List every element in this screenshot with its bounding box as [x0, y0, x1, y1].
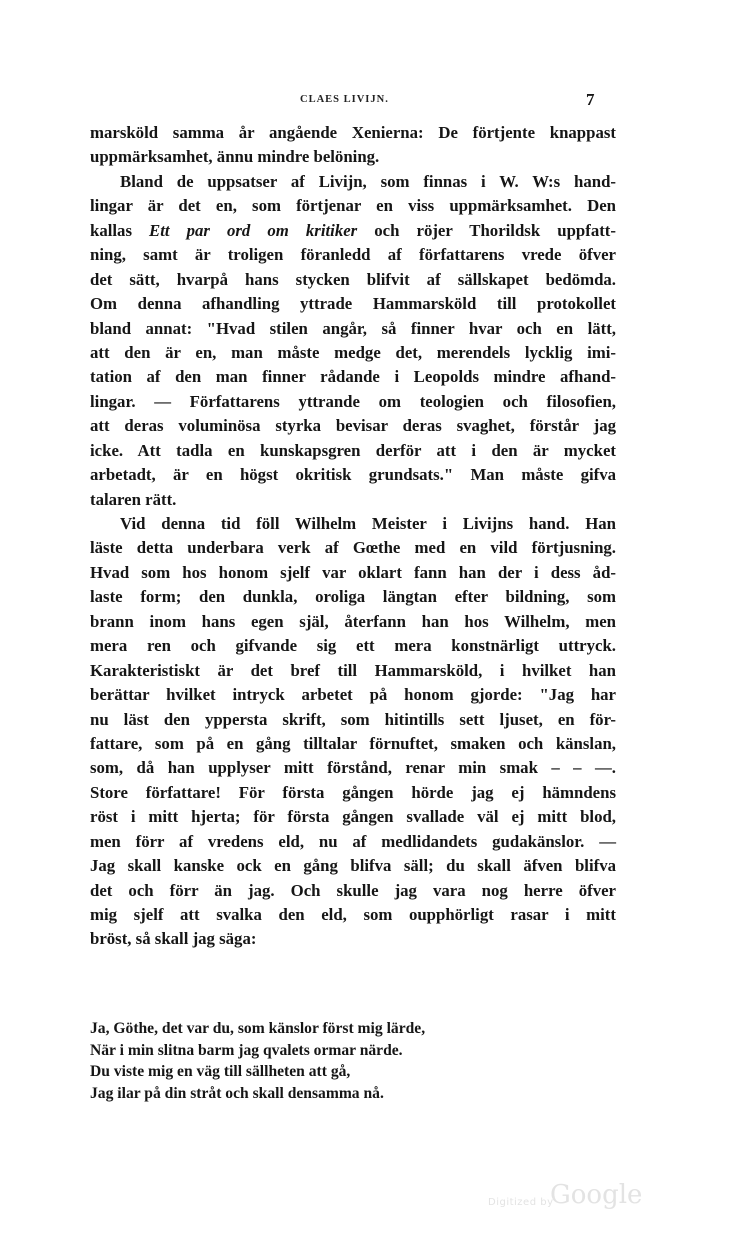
text-line: som, då han upplyser mitt förstånd, renar min smak – – —. [90, 758, 616, 778]
text-line: berättar hvilket intryck arbetet på honom gjorde: "Jag har [90, 685, 616, 705]
text-line: röst i mitt hjerta; för första gången svallade väl ej mitt blod, [90, 807, 616, 827]
text-line: Bland de uppsatser af Livijn, som finnas i W. W:s hand- [120, 171, 616, 191]
text-line: fattare, som på en gång tilltalar förnuftet, smaken och känslan, [90, 733, 616, 753]
running-head: CLAES LIVIJN. [300, 94, 389, 105]
text-line: marsköld samma år angående Xenierna: De förtjente knappast [90, 123, 616, 142]
text-line: läste detta underbara verk af Gœthe med en vild förtjusning. [90, 538, 616, 558]
text-line: icke. Att tadla en kunskapsgren derför att i den är mycket [90, 440, 616, 460]
text-line: bland annat: "Hvad stilen angår, så finner hvar och en lätt, [90, 318, 616, 338]
verse-line: När i min slitna barm jag qvalets ormar närde. [90, 1041, 403, 1059]
text-line: Hvad som hos honom sjelf var oklart fann han der i dess åd- [90, 562, 616, 582]
text-line: bröst, så skall jag säga: [90, 929, 257, 949]
text-line: Vid denna tid föll Wilhelm Meister i Livijns hand. Han [120, 514, 616, 533]
text-line: Karakteristiskt är det bref till Hammarsköld, i hvilket han [90, 660, 616, 680]
body-text [90, 121, 616, 952]
text-line: nu läst den yppersta skrift, som hitintills sett ljuset, en för- [90, 709, 616, 729]
text-line: lingar är det en, som förtjenar en viss uppmärksamhet. Den [90, 196, 616, 216]
page-number: 7 [586, 90, 595, 109]
digitized-watermark [488, 1180, 658, 1220]
verse-quote [90, 1018, 570, 1104]
watermark-logo-text: Google [550, 1180, 643, 1210]
text-line: talaren rätt. [90, 489, 177, 509]
text-line: tation af den man finner rådande i Leopolds mindre afhand- [90, 367, 616, 387]
text-line: att den är en, man måste medge det, merendels lycklig imi- [90, 342, 616, 362]
text-line: Store författare! För första gången hörde jag ej hämndens [90, 782, 616, 802]
text-line: kallas Ett par ord om kritiker och röjer Thorildsk uppfatt- [90, 220, 616, 240]
verse-line: Jag ilar på din stråt och skall densamma nå. [90, 1084, 384, 1102]
watermark-small-text: Digitized by [488, 1197, 554, 1208]
text-line: lingar. — Författarens yttrande om teologien och filosofien, [90, 391, 616, 411]
text-line: laste form; den dunkla, oroliga längtan efter bildning, som [90, 587, 616, 607]
text-line: uppmärksamhet, ännu mindre belöning. [90, 147, 380, 167]
text-line: mig sjelf att svalka den eld, som oupphörligt rasar i mitt [90, 905, 616, 924]
italic-title: Ett par ord om kritiker [149, 220, 358, 240]
text-line: brann inom hans egen själ, återfann han hos Wilhelm, men [90, 611, 616, 631]
text-line: Jag skall kanske ock en gång blifva säll; du skall äfven blifva [90, 856, 616, 876]
text-line: det sätt, hvarpå hans stycken blifvit af sällskapet bedömda. [90, 269, 616, 289]
verse-line: Du viste mig en väg till sällheten att gå, [90, 1063, 351, 1080]
text-line: ning, samt är troligen föranledd af författarens vrede öfver [90, 245, 616, 265]
text-line: att deras voluminösa styrka bevisar deras svaghet, förstår jag [90, 416, 616, 436]
text-line: Om denna afhandling yttrade Hammarsköld till protokollet [90, 294, 616, 314]
text-line: mera ren och gifvande sig ett mera konstnärligt uttryck. [90, 636, 616, 656]
verse-line: Ja, Göthe, det var du, som känslor först mig lärde, [90, 1020, 426, 1037]
text-line: det och förr än jag. Och skulle jag vara nog herre öfver [90, 880, 616, 900]
text-line: men förr af vredens eld, nu af medlidandets gudakänslor. — [90, 831, 616, 851]
text-line: arbetadt, är en högst okritisk grundsats." Man måste gifva [90, 465, 616, 485]
